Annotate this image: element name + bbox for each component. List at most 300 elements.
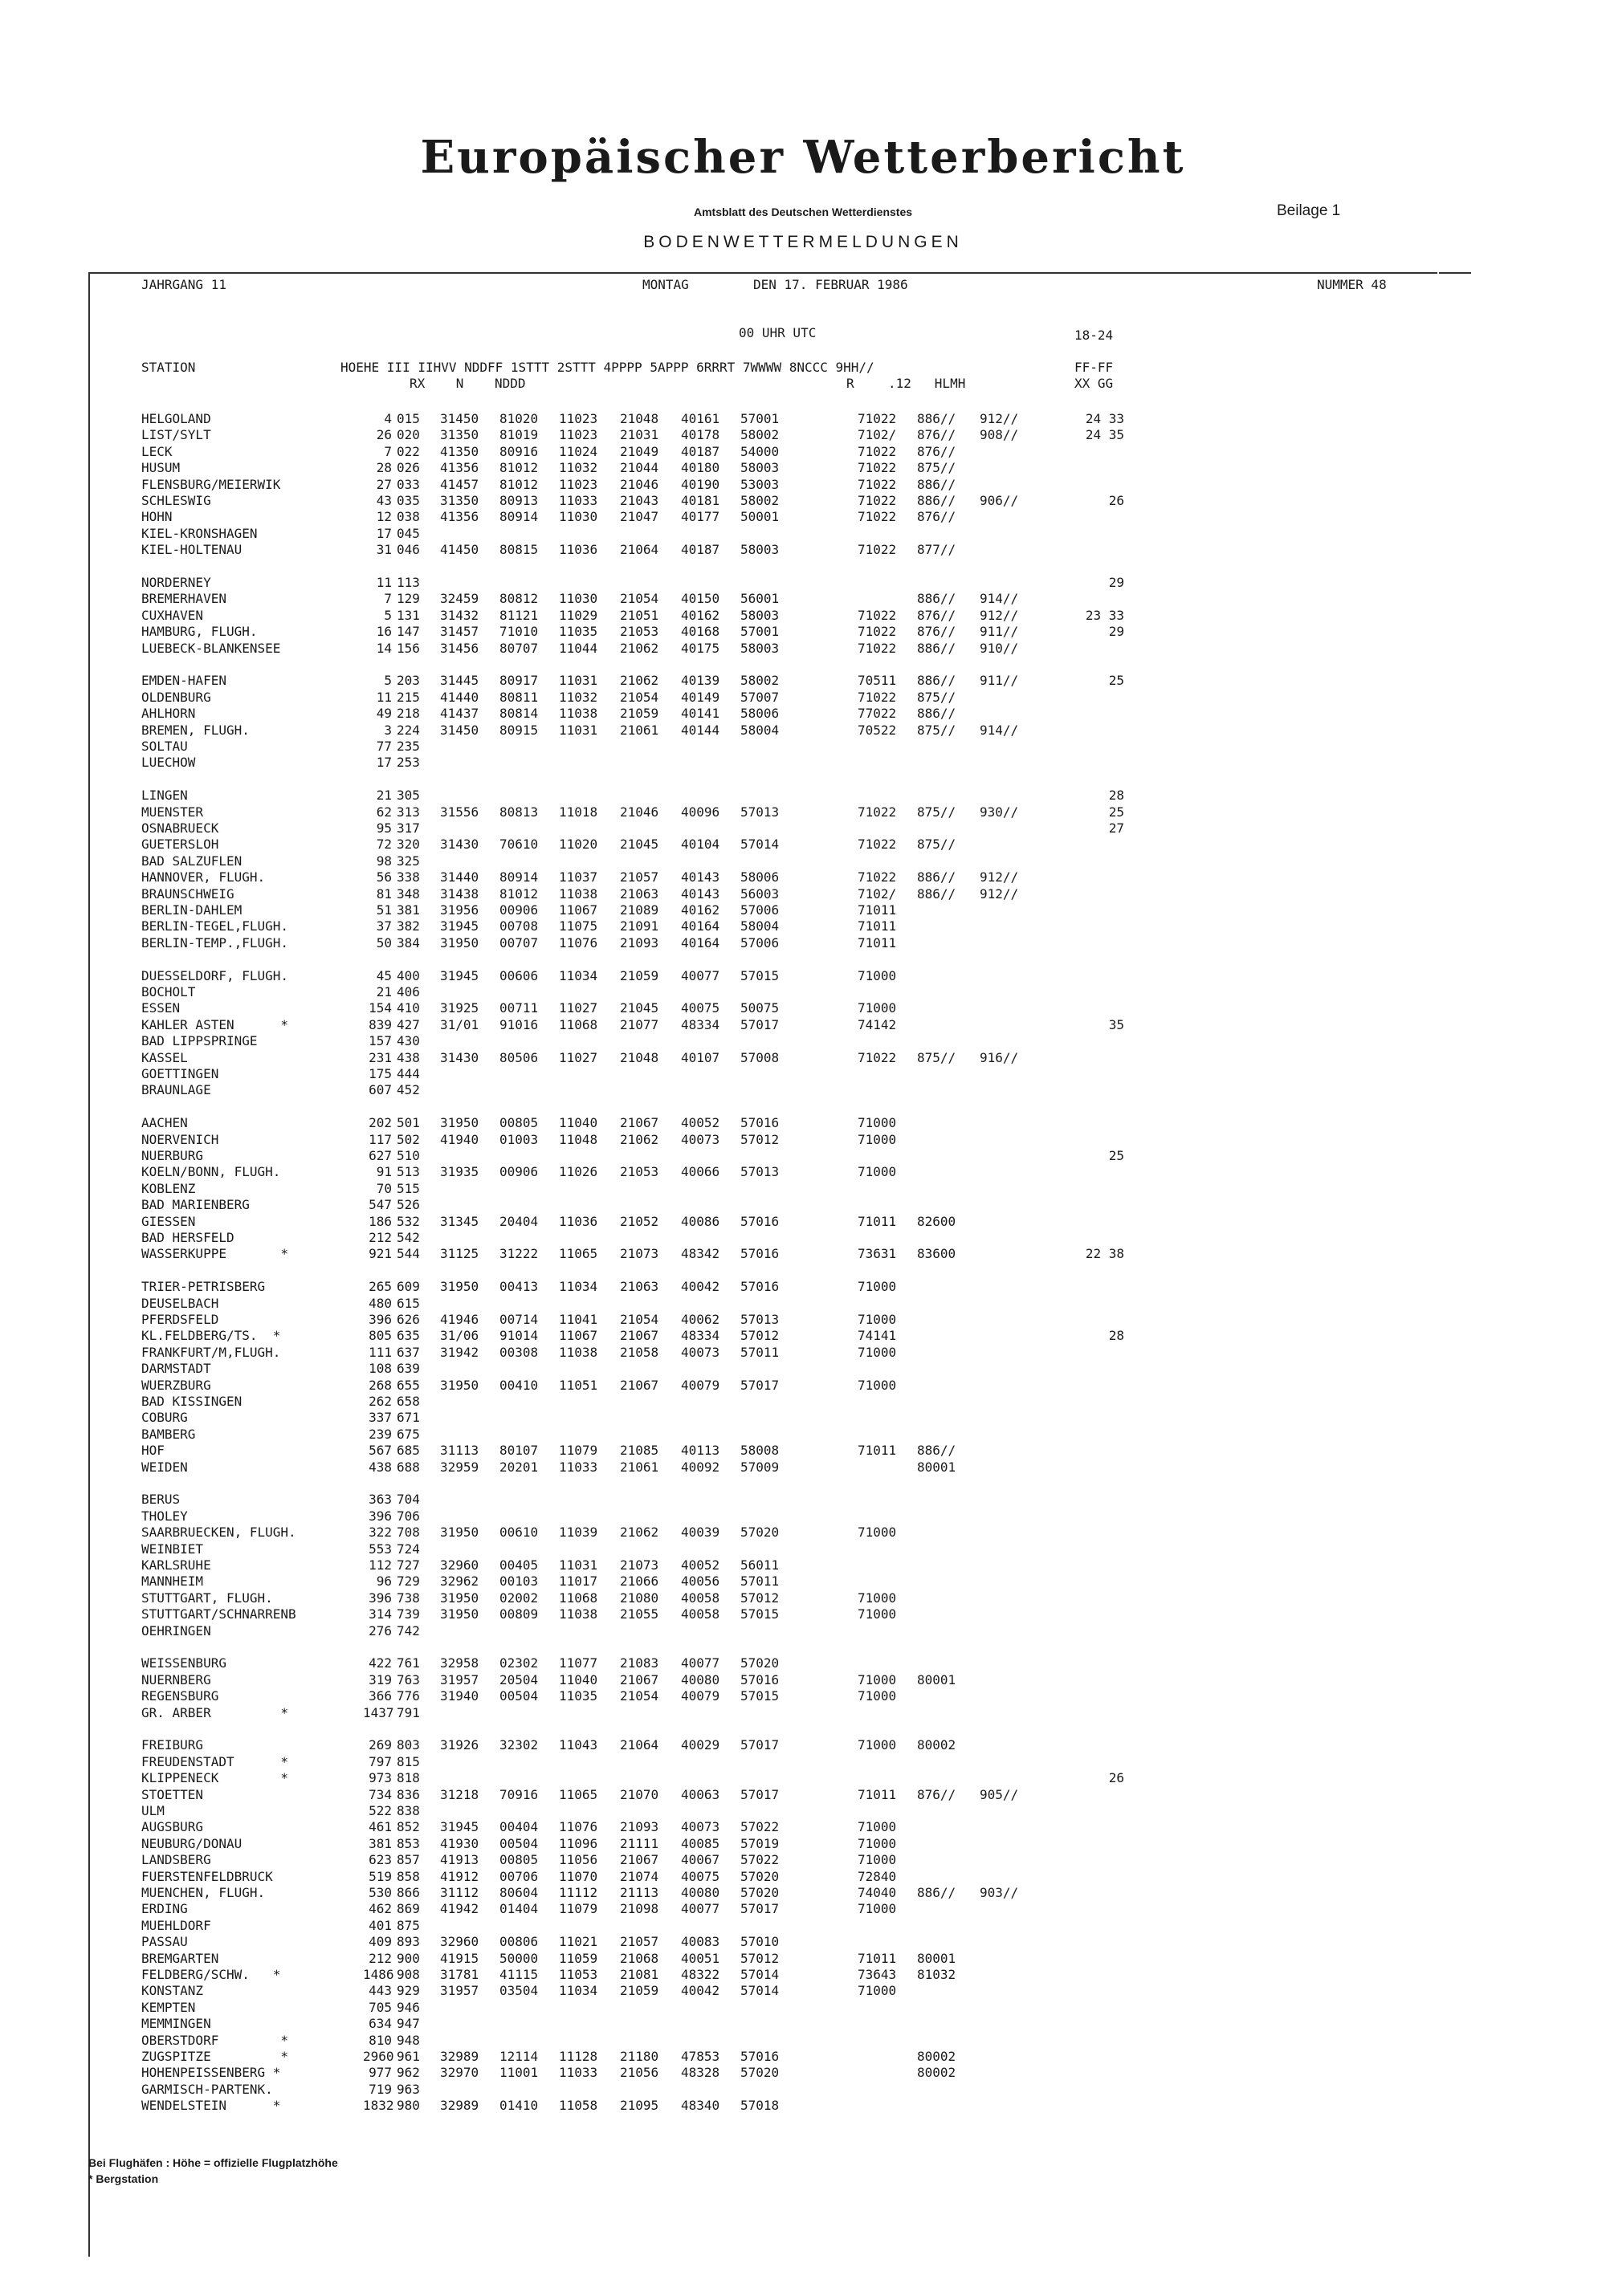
hoehe-cell: 81: [376, 886, 392, 902]
g1-cell: 11034: [559, 1983, 598, 1998]
g1-cell: 11032: [559, 460, 598, 475]
g8-cell: 886//: [917, 493, 956, 508]
g5-cell: 58002: [740, 493, 780, 508]
nddff-cell: 50000: [499, 1951, 539, 1966]
ff-header-2: XX GG: [1074, 376, 1114, 391]
g7-cell: 77022: [858, 706, 897, 721]
g4-cell: 40107: [681, 1050, 720, 1065]
iii-cell: 022: [397, 444, 420, 459]
g2-cell: 21091: [620, 918, 659, 934]
iihvv-cell: 41915: [440, 1951, 479, 1966]
g9-cell: 911//: [980, 624, 1019, 639]
g4-cell: 40079: [681, 1378, 720, 1393]
g7-cell: 71022: [858, 608, 897, 623]
g5-cell: 57022: [740, 1852, 780, 1867]
g5-cell: 57015: [740, 968, 780, 983]
nddff-cell: 00906: [499, 902, 539, 918]
iihvv-cell: 31957: [440, 1672, 479, 1687]
issue-number: NUMMER 48: [1317, 277, 1387, 292]
hoehe-cell: 175: [369, 1066, 392, 1081]
g9-cell: 905//: [980, 1787, 1019, 1802]
iii-cell: 947: [397, 2016, 420, 2031]
table-row: [0, 624, 1606, 640]
table-row: [0, 1378, 1606, 1394]
iii-cell: 838: [397, 1803, 420, 1818]
nddff-cell: 41115: [499, 1967, 539, 1982]
iii-cell: 818: [397, 1770, 420, 1785]
g5-cell: 57012: [740, 1951, 780, 1966]
g4-cell: 48340: [681, 2098, 720, 2113]
iii-cell: 348: [397, 886, 420, 902]
g7-cell: 71011: [858, 1951, 897, 1966]
g5-cell: 50075: [740, 1000, 780, 1016]
station-name: BREMGARTEN: [141, 1951, 219, 1966]
g2-cell: 21068: [620, 1951, 659, 1966]
iihvv-cell: 31950: [440, 1378, 479, 1393]
station-name: OEHRINGEN: [141, 1623, 211, 1639]
g8-cell: 80002: [917, 2065, 956, 2080]
g1-cell: 11096: [559, 1836, 598, 1851]
iihvv-cell: 32989: [440, 2098, 479, 2113]
g8-cell: 886//: [917, 886, 956, 902]
g4-cell: 40080: [681, 1672, 720, 1687]
g7-cell: 71011: [858, 902, 897, 918]
iii-cell: 542: [397, 1230, 420, 1245]
station-name: NOERVENICH: [141, 1132, 219, 1147]
hoehe-cell: 314: [369, 1606, 392, 1622]
hoehe-cell: 461: [369, 1819, 392, 1834]
g4-cell: 40141: [681, 706, 720, 721]
iii-cell: 502: [397, 1132, 420, 1147]
table-row: [0, 1033, 1606, 1049]
g2-cell: 21048: [620, 411, 659, 426]
iii-cell: 685: [397, 1443, 420, 1458]
g9-cell: 930//: [980, 804, 1019, 820]
ff-cell: 26: [1108, 1770, 1124, 1785]
g2-cell: 21031: [620, 427, 659, 442]
nddff-cell: 02002: [499, 1590, 539, 1606]
nddff-cell: 00404: [499, 1819, 539, 1834]
iii-cell: 046: [397, 542, 420, 557]
iii-cell: 626: [397, 1312, 420, 1327]
g1-cell: 11031: [559, 1557, 598, 1573]
g1-cell: 11038: [559, 886, 598, 902]
station-name: SAARBRUECKEN, FLUGH.: [141, 1525, 296, 1540]
nddff-cell: 02302: [499, 1655, 539, 1671]
iii-cell: 908: [397, 1967, 420, 1982]
g8-cell: 80002: [917, 1737, 956, 1753]
station-name: WEINBIET: [141, 1541, 204, 1557]
iihvv-cell: 31950: [440, 1115, 479, 1130]
hoehe-cell: 21: [376, 788, 392, 803]
iii-cell: 900: [397, 1951, 420, 1966]
g4-cell: 40092: [681, 1459, 720, 1475]
g7-cell: 71022: [858, 837, 897, 852]
g1-cell: 11036: [559, 1214, 598, 1229]
station-name: TRIER-PETRISBERG: [141, 1279, 266, 1294]
g5-cell: 57022: [740, 1819, 780, 1834]
g1-cell: 11030: [559, 591, 598, 606]
g1-cell: 11068: [559, 1590, 598, 1606]
g1-cell: 11024: [559, 444, 598, 459]
iii-cell: 791: [397, 1705, 420, 1720]
g2-cell: 21077: [620, 1017, 659, 1032]
g2-cell: 21070: [620, 1787, 659, 1802]
g2-cell: 21062: [620, 641, 659, 656]
g5-cell: 57014: [740, 837, 780, 852]
station-name: GOETTINGEN: [141, 1066, 219, 1081]
nddff-cell: 00610: [499, 1525, 539, 1540]
g1-cell: 11034: [559, 968, 598, 983]
g5-cell: 58003: [740, 460, 780, 475]
g7-cell: 72840: [858, 1869, 897, 1884]
iihvv-cell: 32962: [440, 1573, 479, 1589]
station-name: SOLTAU: [141, 739, 188, 754]
g7-cell: 7102/: [858, 427, 897, 442]
g1-cell: 11079: [559, 1901, 598, 1916]
hoehe-cell: 422: [369, 1655, 392, 1671]
iihvv-cell: 31945: [440, 1819, 479, 1834]
g1-cell: 11058: [559, 2098, 598, 2113]
nddff-cell: 00308: [499, 1345, 539, 1360]
hoehe-cell: 553: [369, 1541, 392, 1557]
station-name: MUENCHEN, FLUGH.: [141, 1885, 266, 1900]
g1-cell: 11027: [559, 1000, 598, 1016]
iii-cell: 704: [397, 1492, 420, 1507]
nddff-cell: 00606: [499, 968, 539, 983]
iii-cell: 963: [397, 2082, 420, 2097]
g2-cell: 21047: [620, 509, 659, 524]
g5-cell: 57010: [740, 1934, 780, 1949]
nddff-cell: 80917: [499, 673, 539, 688]
iihvv-cell: 31430: [440, 837, 479, 852]
hoehe-cell: 26: [376, 427, 392, 442]
station-name: KIEL-HOLTENAU: [141, 542, 243, 557]
g8-cell: 81032: [917, 1967, 956, 1982]
nddff-cell: 00103: [499, 1573, 539, 1589]
g5-cell: 57001: [740, 411, 780, 426]
nddff-cell: 81012: [499, 460, 539, 475]
station-name: FELDBERG/SCHW. *: [141, 1967, 281, 1982]
table-row: [0, 1132, 1606, 1148]
ff-cell: 25: [1108, 673, 1124, 688]
observation-time: 00 UHR UTC: [739, 325, 817, 340]
hoehe-cell: 112: [369, 1557, 392, 1573]
iii-cell: 129: [397, 591, 420, 606]
station-name: KIEL-KRONSHAGEN: [141, 526, 258, 541]
ff-cell: 23 33: [1085, 608, 1124, 623]
g7-cell: 71000: [858, 1525, 897, 1540]
iihvv-cell: 31950: [440, 1606, 479, 1622]
g8-cell: 886//: [917, 869, 956, 885]
g2-cell: 21045: [620, 837, 659, 852]
g7-cell: 71022: [858, 804, 897, 820]
g2-cell: 21056: [620, 2065, 659, 2080]
g2-cell: 21098: [620, 1901, 659, 1916]
date: DEN 17. FEBRUAR 1986: [753, 277, 908, 292]
g7-cell: 71022: [858, 493, 897, 508]
station-name: EMDEN-HAFEN: [141, 673, 226, 688]
g5-cell: 57016: [740, 1115, 780, 1130]
g1-cell: 11041: [559, 1312, 598, 1327]
table-row: [0, 411, 1606, 427]
g4-cell: 40187: [681, 542, 720, 557]
table-row: [0, 2065, 1606, 2081]
g4-cell: 40077: [681, 1655, 720, 1671]
g7-cell: 74142: [858, 1017, 897, 1032]
g2-cell: 21093: [620, 1819, 659, 1834]
table-row: [0, 2098, 1606, 2114]
iii-cell: 224: [397, 723, 420, 738]
hoehe-cell: 381: [369, 1836, 392, 1851]
table-row: [0, 1705, 1606, 1721]
g7-cell: 71022: [858, 477, 897, 492]
iii-cell: 444: [397, 1066, 420, 1081]
g8-cell: 886//: [917, 706, 956, 721]
station-name: BAD SALZUFLEN: [141, 853, 243, 869]
g8-cell: 80001: [917, 1459, 956, 1475]
footnote-mountain: * Bergstation: [88, 2172, 159, 2185]
g2-cell: 21067: [620, 1852, 659, 1867]
g4-cell: 47853: [681, 2049, 720, 2064]
g1-cell: 11033: [559, 2065, 598, 2080]
g7-cell: 71011: [858, 1443, 897, 1458]
nddff-cell: 20504: [499, 1672, 539, 1687]
station-name: NEUBURG/DONAU: [141, 1836, 243, 1851]
station-name: BAD KISSINGEN: [141, 1394, 243, 1409]
iii-cell: 739: [397, 1606, 420, 1622]
iii-cell: 671: [397, 1410, 420, 1425]
station-name: ERDING: [141, 1901, 188, 1916]
g2-cell: 21080: [620, 1590, 659, 1606]
table-row: [0, 1525, 1606, 1541]
iii-cell: 406: [397, 984, 420, 999]
table-row: [0, 1688, 1606, 1704]
hoehe-cell: 443: [369, 1983, 392, 1998]
station-name: REGENSBURG: [141, 1688, 219, 1704]
hoehe-cell: 11: [376, 575, 392, 590]
table-row: [0, 1246, 1606, 1262]
g2-cell: 21062: [620, 1525, 659, 1540]
weekday: MONTAG: [642, 277, 689, 292]
nddff-cell: 81121: [499, 608, 539, 623]
station-name: DUESSELDORF, FLUGH.: [141, 968, 289, 983]
iii-cell: 776: [397, 1688, 420, 1704]
table-row: [0, 739, 1606, 755]
footnotes: [88, 2155, 338, 2187]
table-row: [0, 788, 1606, 804]
iihvv-cell: 31457: [440, 624, 479, 639]
g2-cell: 21054: [620, 1312, 659, 1327]
hoehe-cell: 705: [369, 2000, 392, 2015]
hoehe-cell: 977: [369, 2065, 392, 2080]
nddff-cell: 00405: [499, 1557, 539, 1573]
g4-cell: 40073: [681, 1132, 720, 1147]
iihvv-cell: 31925: [440, 1000, 479, 1016]
table-row: [0, 853, 1606, 869]
hoehe-cell: 202: [369, 1115, 392, 1130]
nddff-cell: 12114: [499, 2049, 539, 2064]
table-row: [0, 1934, 1606, 1950]
station-name: NUERNBERG: [141, 1672, 211, 1687]
iihvv-cell: 31440: [440, 869, 479, 885]
g2-cell: 21059: [620, 706, 659, 721]
iii-cell: 147: [397, 624, 420, 639]
g5-cell: 57007: [740, 690, 780, 705]
g7-cell: 71022: [858, 690, 897, 705]
g2-cell: 21064: [620, 542, 659, 557]
station-name: BERLIN-TEGEL,FLUGH.: [141, 918, 289, 934]
page-title: Europäischer Wetterbericht: [420, 131, 1186, 184]
hoehe-cell: 409: [369, 1934, 392, 1949]
iihvv-cell: 31113: [440, 1443, 479, 1458]
g1-cell: 11031: [559, 723, 598, 738]
station-name: ZUGSPITZE *: [141, 2049, 289, 2064]
nddff-cell: 80506: [499, 1050, 539, 1065]
table-row: [0, 509, 1606, 525]
table-row: [0, 690, 1606, 706]
hoehe-cell: 2960: [363, 2049, 394, 2064]
nddff-cell: 00714: [499, 1312, 539, 1327]
g1-cell: 11067: [559, 1328, 598, 1343]
hoehe-cell: 268: [369, 1378, 392, 1393]
iii-cell: 858: [397, 1869, 420, 1884]
g7-cell: 71000: [858, 1345, 897, 1360]
g4-cell: 48334: [681, 1328, 720, 1343]
iihvv-cell: 31945: [440, 968, 479, 983]
g5-cell: 57017: [740, 1378, 780, 1393]
g4-cell: 40073: [681, 1345, 720, 1360]
g4-cell: 40164: [681, 918, 720, 934]
g4-cell: 40083: [681, 1934, 720, 1949]
station-name: BAD LIPPSPRINGE: [141, 1033, 258, 1048]
iihvv-cell: 31218: [440, 1787, 479, 1802]
station-name: HANNOVER, FLUGH.: [141, 869, 266, 885]
table-row: [0, 1623, 1606, 1639]
hoehe-cell: 50: [376, 935, 392, 951]
ff-cell: 24 33: [1085, 411, 1124, 426]
divider: [1439, 272, 1471, 274]
nddff-cell: 70916: [499, 1787, 539, 1802]
ff-cell: 29: [1108, 624, 1124, 639]
g5-cell: 57006: [740, 935, 780, 951]
iii-cell: 045: [397, 526, 420, 541]
nddff-cell: 80813: [499, 804, 539, 820]
nddff-cell: 01003: [499, 1132, 539, 1147]
footnote-airport: Bei Flughäfen : Höhe = offizielle Flugplatzhöhe: [88, 2156, 338, 2169]
g1-cell: 11023: [559, 411, 598, 426]
g8-cell: 80002: [917, 2049, 956, 2064]
g4-cell: 40056: [681, 1573, 720, 1589]
g1-cell: 11026: [559, 1164, 598, 1179]
g1-cell: 11017: [559, 1573, 598, 1589]
iii-cell: 727: [397, 1557, 420, 1573]
g2-cell: 21095: [620, 2098, 659, 2113]
iii-cell: 325: [397, 853, 420, 869]
hoehe-cell: 1486: [363, 1967, 394, 1982]
g2-cell: 21111: [620, 1836, 659, 1851]
hoehe-cell: 269: [369, 1737, 392, 1753]
hoehe-cell: 623: [369, 1852, 392, 1867]
g2-cell: 21067: [620, 1328, 659, 1343]
g9-cell: 916//: [980, 1050, 1019, 1065]
section-title: BODENWETTERMELDUNGEN: [643, 233, 963, 251]
station-name: BREMERHAVEN: [141, 591, 226, 606]
station-name: SCHLESWIG: [141, 493, 211, 508]
iii-cell: 655: [397, 1378, 420, 1393]
g5-cell: 53003: [740, 477, 780, 492]
station-name: AACHEN: [141, 1115, 188, 1130]
table-row: [0, 1754, 1606, 1770]
g4-cell: 48342: [681, 1246, 720, 1261]
hoehe-cell: 634: [369, 2016, 392, 2031]
g5-cell: 57016: [740, 1246, 780, 1261]
nddff-cell: 20201: [499, 1459, 539, 1475]
ff-cell: 27: [1108, 820, 1124, 836]
g2-cell: 21046: [620, 477, 659, 492]
iii-cell: 929: [397, 1983, 420, 1998]
hoehe-cell: 363: [369, 1492, 392, 1507]
g7-cell: 71022: [858, 641, 897, 656]
g5-cell: 57014: [740, 1983, 780, 1998]
nddff-cell: 80107: [499, 1443, 539, 1458]
g4-cell: 40051: [681, 1951, 720, 1966]
table-row: [0, 1557, 1606, 1573]
iihvv-cell: 31430: [440, 1050, 479, 1065]
g5-cell: 54000: [740, 444, 780, 459]
g2-cell: 21054: [620, 690, 659, 705]
nddff-cell: 32302: [499, 1737, 539, 1753]
station-name: WEIDEN: [141, 1459, 188, 1475]
g4-cell: 40080: [681, 1885, 720, 1900]
g2-cell: 21063: [620, 886, 659, 902]
g7-cell: 71022: [858, 460, 897, 475]
station-name: MUENSTER: [141, 804, 204, 820]
g8-cell: 886//: [917, 477, 956, 492]
g7-cell: 73643: [858, 1967, 897, 1982]
g8-cell: 876//: [917, 427, 956, 442]
ff-cell: 29: [1108, 575, 1124, 590]
g8-cell: 875//: [917, 723, 956, 738]
table-row: [0, 477, 1606, 493]
g5-cell: 57020: [740, 1885, 780, 1900]
hoehe-cell: 839: [369, 1017, 392, 1032]
iihvv-cell: 32989: [440, 2049, 479, 2064]
g2-cell: 21061: [620, 1459, 659, 1475]
hoehe-cell: 921: [369, 1246, 392, 1261]
station-name: OBERSTDORF *: [141, 2033, 289, 2048]
g1-cell: 11067: [559, 902, 598, 918]
g4-cell: 40042: [681, 1983, 720, 1998]
nddff-cell: 91016: [499, 1017, 539, 1032]
station-name: OSNABRUECK: [141, 820, 219, 836]
station-name: PASSAU: [141, 1934, 188, 1949]
hoehe-cell: 31: [376, 542, 392, 557]
g8-cell: 875//: [917, 690, 956, 705]
g2-cell: 21063: [620, 1279, 659, 1294]
hoehe-cell: 396: [369, 1508, 392, 1524]
g5-cell: 57018: [740, 2098, 780, 2113]
iii-cell: 038: [397, 509, 420, 524]
g7-cell: 71000: [858, 1606, 897, 1622]
iii-cell: 015: [397, 411, 420, 426]
iii-cell: 615: [397, 1296, 420, 1311]
iihvv-cell: 31556: [440, 804, 479, 820]
table-row: [0, 1050, 1606, 1066]
g1-cell: 11035: [559, 1688, 598, 1704]
g5-cell: 57017: [740, 1737, 780, 1753]
g2-cell: 21062: [620, 673, 659, 688]
